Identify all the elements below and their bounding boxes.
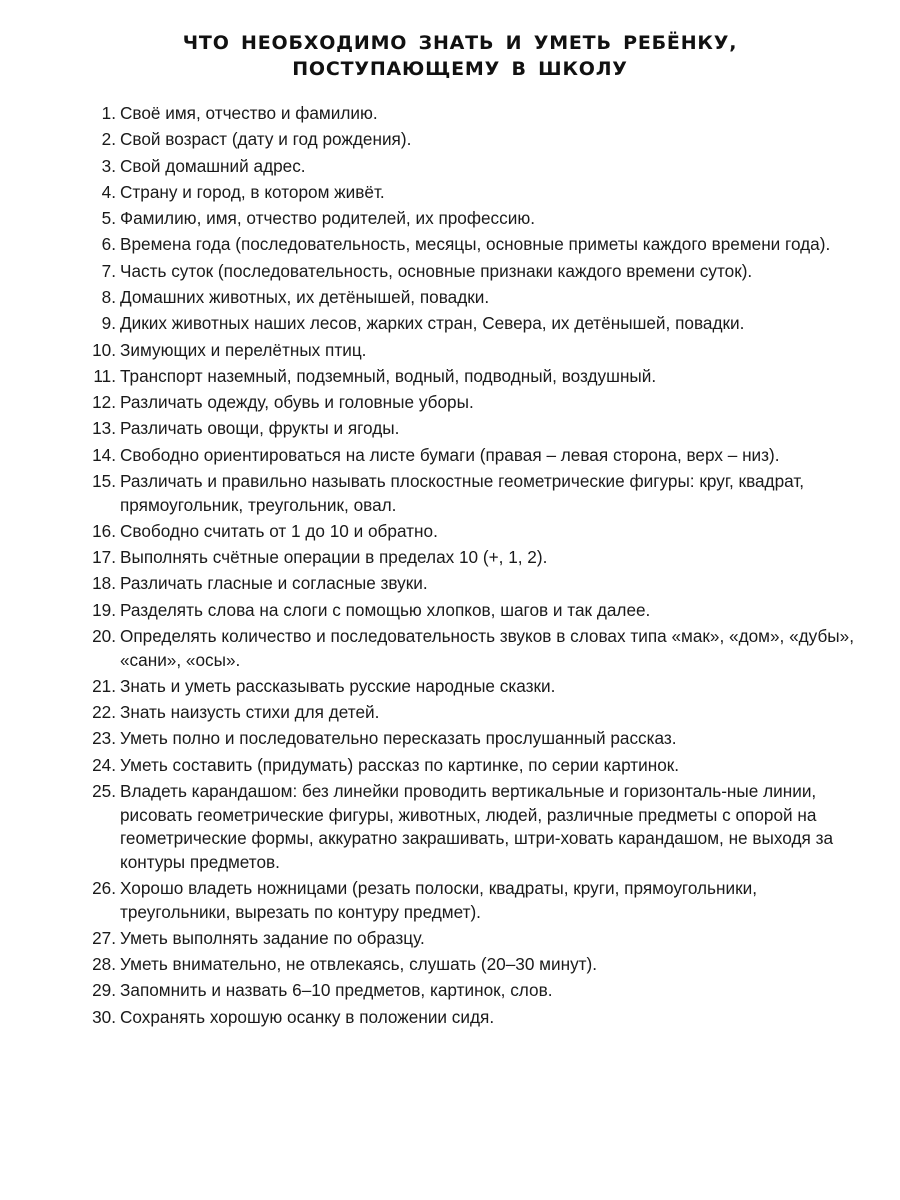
list-item-text: Различать и правильно называть плоскостные геометрические фигуры: круг, квадрат, прямоугольник, треугольник, овал.: [120, 470, 805, 515]
title-line-1: ЧТО НЕОБХОДИМО ЗНАТЬ И УМЕТЬ РЕБЁНКУ,: [182, 32, 738, 54]
list-item-number: 6.: [101, 234, 116, 255]
list-item-number: 26.: [92, 878, 116, 898]
list-item-text: Транспорт наземный, подземный, водный, подводный, воздушный.: [120, 365, 657, 386]
list-item: [64, 102, 864, 126]
list-item: [64, 155, 864, 179]
list-item-text: Запомнить и назвать 6–10 предметов, картинок, слов.: [120, 980, 553, 1001]
list-item: [64, 727, 864, 751]
list-item-text: Различать одежду, обувь и головные уборы.: [120, 392, 474, 413]
list-item-text: Выполнять счётные операции в пределах 10 (+, 1, 2).: [120, 547, 548, 568]
list-item-number: 9.: [101, 313, 116, 334]
list-item-number: 10.: [92, 339, 116, 360]
list-item-text: Уметь выполнять задание по образцу.: [120, 927, 425, 948]
list-item-text: Знать и уметь рассказывать русские народные сказки.: [120, 675, 556, 696]
list-item: [64, 520, 864, 544]
list-item-text: Фамилию, имя, отчество родителей, их профессию.: [120, 208, 536, 229]
list-item-number: 24.: [92, 754, 116, 775]
list-item-number: 30.: [92, 1006, 116, 1027]
list-item-number: 18.: [92, 573, 116, 594]
list-item: [64, 312, 864, 336]
list-item-text: Времена года (последовательность, месяцы, основные приметы каждого времени года).: [120, 234, 831, 255]
list-item-text: Уметь внимательно, не отвлекаясь, слушать (20–30 минут).: [120, 954, 598, 975]
list-item-number: 8.: [101, 286, 116, 307]
list-item-text: Сохранять хорошую осанку в положении сидя.: [120, 1006, 495, 1027]
list-item-text: Диких животных наших лесов, жарких стран, Севера, их детёнышей, повадки.: [120, 313, 745, 334]
list-item-text: Знать наизусть стихи для детей.: [120, 702, 380, 723]
list-item: [64, 181, 864, 205]
list-item: [64, 260, 864, 284]
list-item: [64, 675, 864, 699]
list-item-text: Свой возраст (дату и год рождения).: [120, 129, 412, 150]
list-item: [64, 625, 864, 672]
list-item-number: 28.: [92, 954, 116, 975]
list-item-number: 19.: [92, 599, 116, 620]
list-item-number: 12.: [92, 392, 116, 413]
list-item-text: Домашних животных, их детёнышей, повадки.: [120, 286, 490, 307]
list-item-number: 22.: [92, 702, 116, 723]
list-item-text: Своё имя, отчество и фамилию.: [120, 103, 378, 123]
list-item-number: 2.: [101, 129, 116, 150]
list-item-text: Часть суток (последовательность, основные признаки каждого времени суток).: [120, 260, 753, 281]
list-item: [64, 207, 864, 231]
list-item-text: Уметь составить (придумать) рассказ по картинке, по серии картинок.: [120, 754, 680, 775]
list-item-number: 15.: [92, 470, 116, 491]
list-item-number: 27.: [92, 927, 116, 948]
list-item-text: Различать гласные и согласные звуки.: [120, 573, 428, 594]
list-item: [64, 754, 864, 778]
list-item-number: 3.: [101, 155, 116, 176]
list-item: [64, 233, 864, 257]
list-item-text: Свободно считать от 1 до 10 и обратно.: [120, 520, 438, 541]
list-item: [64, 470, 864, 517]
list-item-text: Различать овощи, фрукты и ягоды.: [120, 418, 400, 439]
list-item: [64, 365, 864, 389]
list-item: [64, 1006, 864, 1030]
list-item: [64, 701, 864, 725]
list-item: [64, 953, 864, 977]
list-item-number: 16.: [92, 520, 116, 541]
list-item: [64, 599, 864, 623]
list-item-text: Страну и город, в котором живёт.: [120, 181, 385, 202]
list-item-text: Свободно ориентироваться на листе бумаги (правая – левая сторона, верх – низ).: [120, 444, 780, 465]
list-item-text: Хорошо владеть ножницами (резать полоски, квадраты, круги, прямоугольники, треугольники, вырезать по контуру предмет).: [120, 878, 757, 922]
list-item-number: 5.: [101, 208, 116, 229]
list-item: [64, 444, 864, 468]
list-item-number: 7.: [101, 260, 116, 281]
list-item: [64, 391, 864, 415]
list-item-text: Уметь полно и последовательно пересказать прослушанный рассказ.: [120, 728, 677, 749]
list-item-number: 29.: [92, 980, 116, 1001]
list-item-number: 17.: [92, 547, 116, 568]
title-line-2: ПОСТУПАЮЩЕМУ В ШКОЛУ: [292, 58, 628, 80]
list-item-number: 14.: [92, 444, 116, 465]
list-item-text: Определять количество и последовательность звуков в словах типа «мак», «дом», «дубы», «сани», «осы».: [120, 625, 854, 670]
list-item-number: 21.: [92, 675, 116, 696]
list-item-text: Зимующих и перелётных птиц.: [120, 339, 367, 360]
list-item: [64, 780, 864, 874]
list-item-text: Разделять слова на слоги с помощью хлопков, шагов и так далее.: [120, 599, 651, 620]
list-item: [64, 286, 864, 310]
list-item: [64, 877, 864, 924]
list-item-number: 4.: [101, 181, 116, 202]
list-item: [64, 927, 864, 951]
list-item: [64, 572, 864, 596]
requirements-list: [64, 102, 864, 1032]
list-item-number: 1.: [101, 103, 116, 123]
list-item: [64, 128, 864, 152]
list-item-number: 13.: [92, 418, 116, 439]
list-item: [64, 339, 864, 363]
list-item-number: 23.: [92, 728, 116, 749]
list-item: [64, 979, 864, 1003]
list-item-text: Свой домашний адрес.: [120, 155, 306, 176]
list-item: [64, 546, 864, 570]
list-item: [64, 417, 864, 441]
page-title: [60, 30, 860, 82]
list-item-number: 11.: [93, 365, 116, 386]
list-item-number: 20.: [92, 625, 116, 646]
list-item-text: Владеть карандашом: без линейки проводить вертикальные и горизонталь-ные линии, рисовать геометрические фигуры, животных, людей, различные предметы с опорой на геометрические формы, аккуратно закрашивать, штри-ховать карандашом, не выходя за контуры предметов.: [120, 780, 834, 872]
list-item-number: 25.: [92, 780, 116, 801]
